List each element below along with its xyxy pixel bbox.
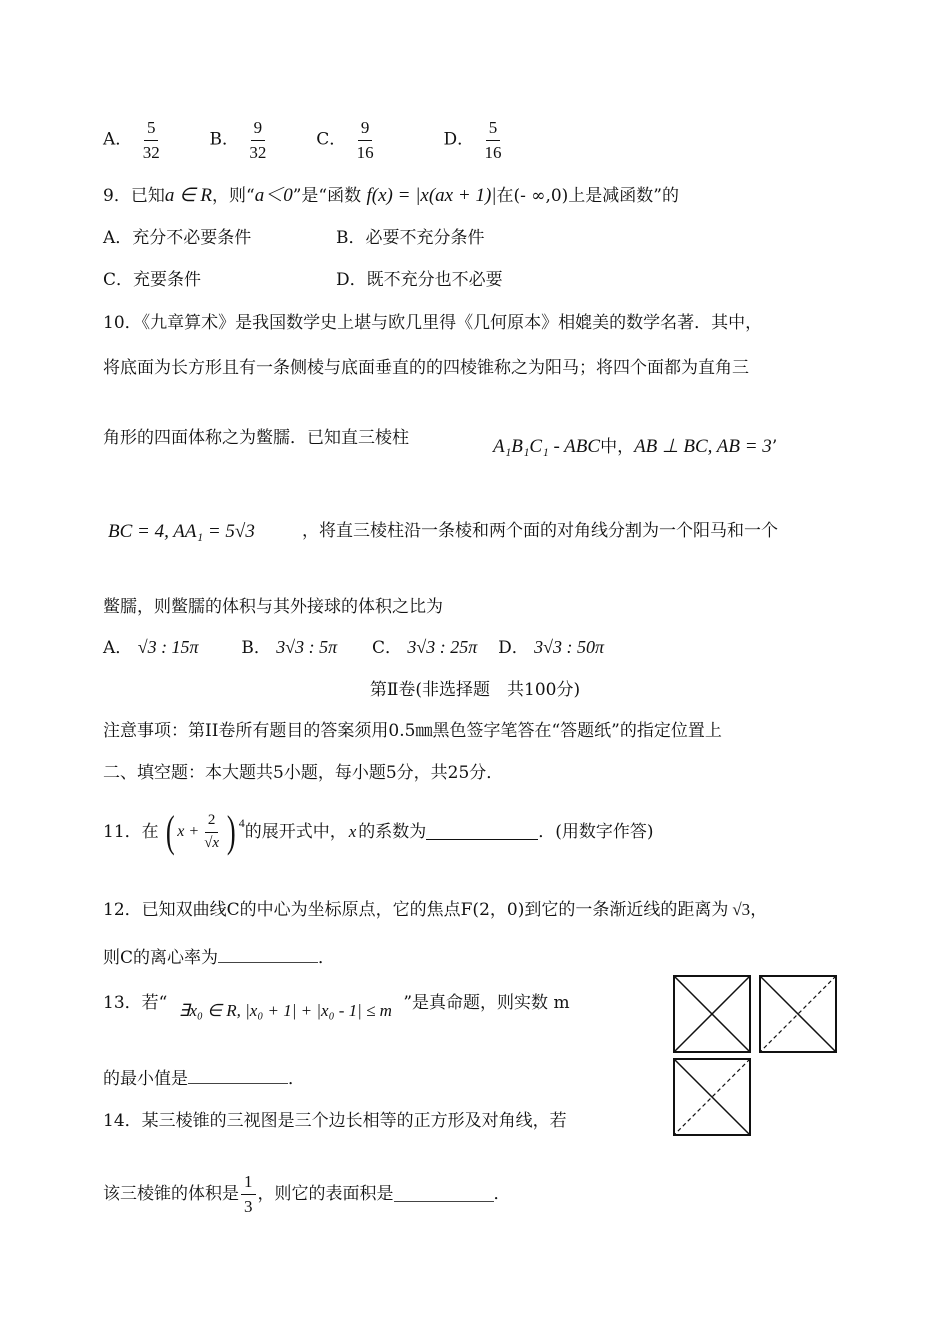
q12-line-1: 12．已知双曲线C的中心为坐标原点，它的焦点F(2，0)到它的一条渐近线的距离为 √3，: [103, 900, 768, 920]
q9-cond-a-in-r: a ∈ R: [164, 185, 212, 206]
q12-line-2: 则C的离心率为 ．: [103, 948, 336, 968]
q11-expression: ( x + $\frac{2}{√x}$ ) $^4$: [165, 807, 245, 856]
q14-line-2: 该三棱锥的体积是 $\frac{1}{3}$ ，则它的表面积是 ．: [103, 1172, 511, 1216]
q8-options: [103, 118, 507, 162]
q13-line-1: 13．若“ ∃x₀ ∈ R, |x₀ + 1| + |x₀ - 1| ≤ m ”是真命题，则实数 m: [103, 993, 570, 1020]
part2-notice: 注意事项：第II卷所有题目的答案须用0.5㎜黑色签字笔答在“答题纸”的指定位置上: [103, 721, 722, 741]
q13-answer-blank[interactable]: [188, 1069, 288, 1084]
q10-option-a: √3 : 15π: [137, 637, 199, 657]
q10-options: A． √3 : 15π B． 3√3 : 5π C． 3√3 : 25π D． 3√3 : 50π: [103, 637, 605, 658]
q10-line-3: 角形的四面体称之为鳖臑．已知直三棱柱: [103, 428, 409, 448]
part2-title: 第Ⅱ卷(非选择题 共100分): [369, 680, 581, 700]
q10-option-b: 3√3 : 5π: [276, 637, 338, 657]
q8-option-c-label: C．: [316, 129, 347, 150]
q10-line-4: [108, 520, 255, 545]
q8-option-b-label: B．: [209, 129, 239, 150]
q11: 11．在 ( x + $\frac{2}{√x}$ ) $^4$ 的展开式中， x 的系数为 ．(用数字作答): [103, 807, 654, 856]
q8-option-d-fraction: $\frac{5}{16}$: [484, 118, 502, 162]
q9-option-c: C．充要条件: [103, 270, 202, 290]
q9-stem: 9．已知a ∈ R，则“a＜0”是“函数 f(x) = |x(ax + 1)|在(- ∞,0)上是减函数”的: [103, 185, 679, 206]
front-view-square: [674, 976, 750, 1052]
q10-option-d: 3√3 : 50π: [534, 637, 605, 657]
three-view-figure: [672, 974, 852, 1139]
q12-sqrt3: √3: [732, 900, 751, 919]
q9-cond-a-lt-0: a＜0: [254, 185, 293, 206]
q10-condition-bc: BC = 4, AA₁ = 5√3: [108, 521, 255, 542]
q8-option-c-fraction: $\frac{9}{16}$: [356, 118, 374, 162]
q14-volume-fraction: $\frac{1}{3}$: [241, 1172, 256, 1216]
q12-answer-blank[interactable]: [218, 948, 318, 963]
q9-function: f(x) = |x(ax + 1)|: [366, 185, 497, 206]
side-view-square: [760, 976, 836, 1052]
q8-option-a-label: A．: [103, 129, 133, 150]
q8-option-b-fraction: $\frac{9}{32}$: [249, 118, 267, 162]
q11-answer-blank[interactable]: [426, 825, 538, 840]
q10-condition-ab: AB ⊥ BC, AB = 3: [634, 436, 772, 457]
q10-line-3-math: A₁B₁C₁ - ABC中，AB ⊥ BC, AB = 3’: [493, 436, 778, 457]
q10-line-1: 10．《九章算术》是我国数学史上堪与欧几里得《几何原本》相媲美的数学名著．其中，: [103, 313, 763, 333]
top-view-square: [674, 1059, 750, 1135]
section-fill-in: 二、填空题：本大题共5小题，每小题5分，共25分．: [103, 763, 504, 783]
q10-prism-name: A₁B₁C₁ - ABC: [493, 436, 601, 457]
q14-line-1: 14．某三棱锥的三视图是三个边长相等的正方形及对角线，若: [103, 1111, 567, 1131]
q8-option-a-fraction: $\frac{5}{32}$: [142, 118, 160, 162]
q10-line-5: 鳖臑，则鳖臑的体积与其外接球的体积之比为: [103, 597, 443, 617]
q10-line-2: 将底面为长方形且有一条侧棱与底面垂直的的四棱锥称之为阳马；将四个面都为直角三: [103, 358, 749, 378]
q11-power: 4: [238, 816, 245, 830]
q9-option-b: B．必要不充分条件: [336, 228, 485, 248]
q10-line-4-text: ，将直三棱柱沿一条棱和两个面的对角线分割为一个阳马和一个: [302, 521, 778, 541]
q10-option-c: 3√3 : 25π: [407, 637, 478, 657]
q14-answer-blank[interactable]: [394, 1187, 494, 1202]
q13-line-2: 的最小值是 ．: [103, 1069, 305, 1089]
q8-option-d-label: D．: [443, 129, 475, 150]
q9-option-a: A．充分不必要条件: [103, 228, 252, 248]
q9-option-d: D．既不充分也不必要: [336, 270, 503, 290]
q13-proposition: ∃x₀ ∈ R, |x₀ + 1| + |x₀ - 1| ≤ m: [178, 1001, 392, 1020]
